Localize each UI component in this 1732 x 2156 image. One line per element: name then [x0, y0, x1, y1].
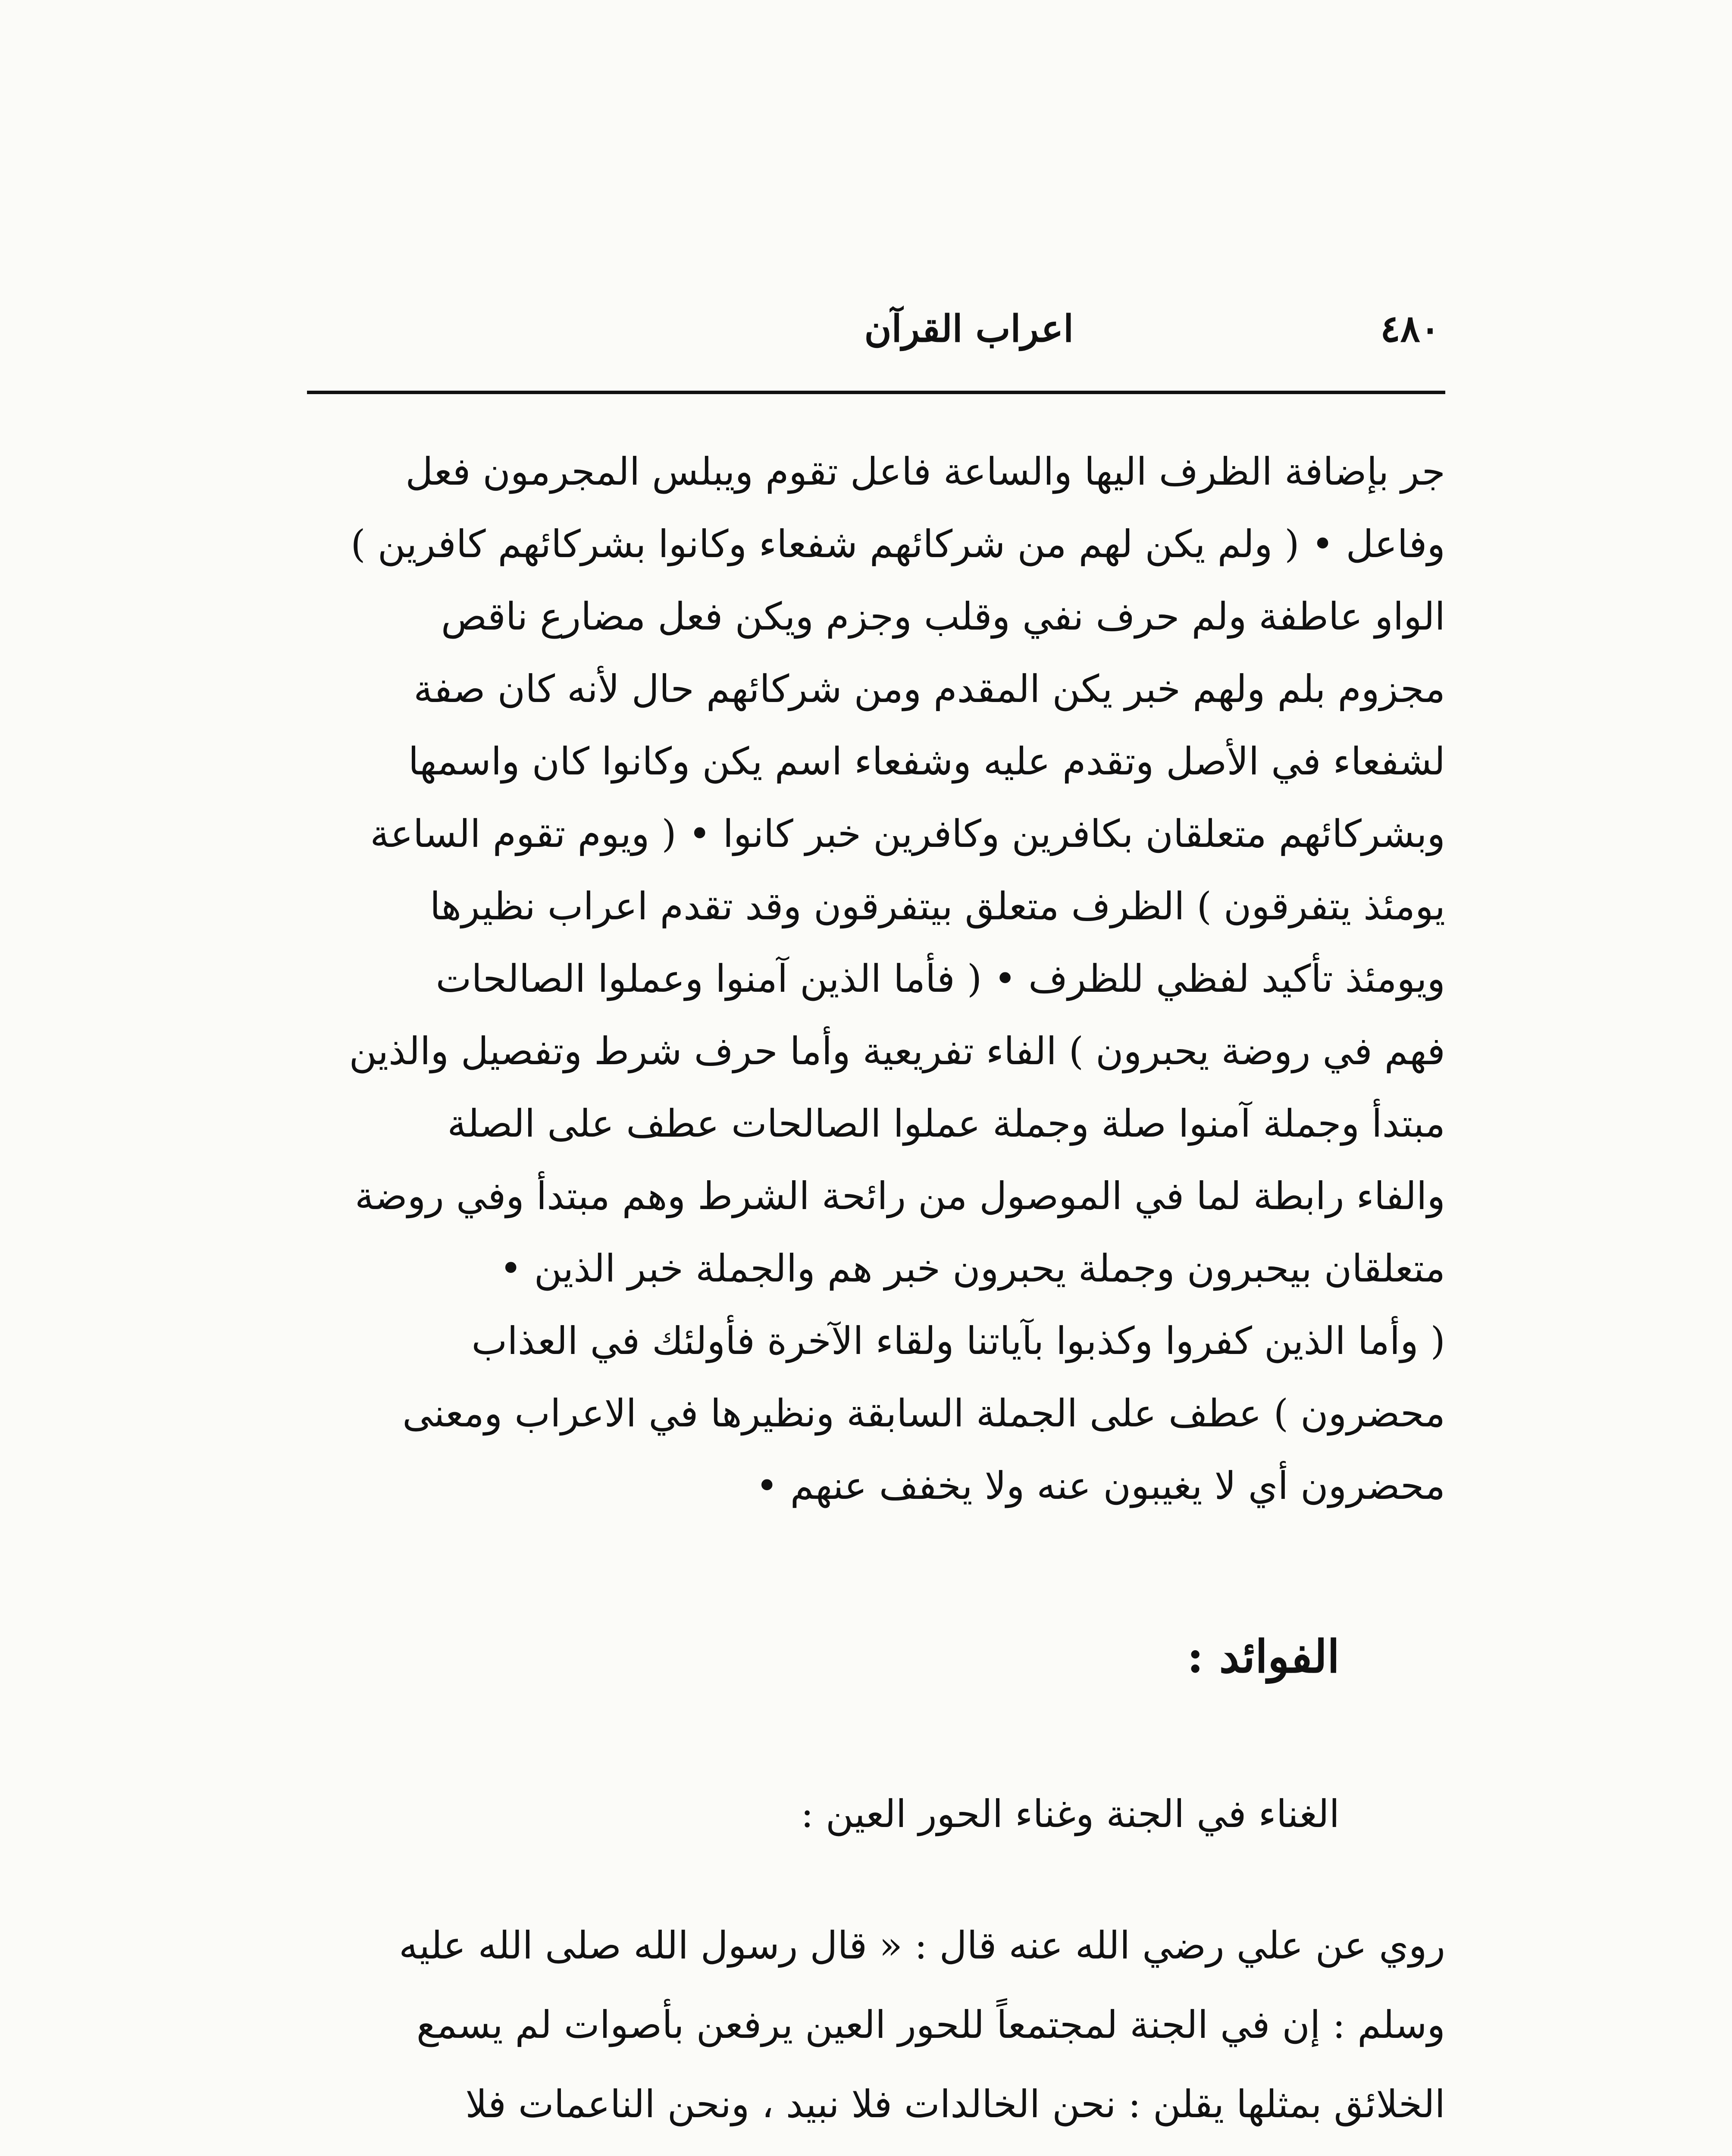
text-line: لشفعاء في الأصل وتقدم عليه وشفعاء اسم يكن وكانوا كان واسمها — [408, 739, 1445, 783]
hadith-paragraph — [290, 1906, 1445, 2156]
text-line: مبتدأ وجملة آمنوا صلة وجملة عملوا الصالحات عطف على الصلة — [447, 1101, 1445, 1146]
text-line: والفاء رابطة لما في الموصول من رائحة الشرط وهم مبتدأ وفي روضة — [354, 1174, 1445, 1218]
text-line: فهم في روضة يحبرون ) الفاء تفريعية وأما حرف شرط وتفصيل والذين — [349, 1029, 1445, 1073]
commentary-text — [290, 436, 1445, 1522]
text-line: مجزوم بلم ولهم خبر يكن المقدم ومن شركائهم حال لأنه كان صفة — [413, 667, 1445, 711]
header-divider — [307, 391, 1445, 394]
text-line: ( وأما الذين كفروا وكذبوا بآياتنا ولقاء الآخرة فأولئك في العذاب — [471, 1319, 1445, 1363]
text-line: جر بإضافة الظرف اليها والساعة فاعل تقوم ويبلس المجرمون فعل — [405, 449, 1445, 494]
text-line: الواو عاطفة ولم حرف نفي وقلب وجزم ويكن فعل مضارع ناقص — [441, 594, 1445, 639]
paragraph-line: الخلائق بمثلها يقلن : نحن الخالدات فلا نبيد ، ونحن الناعمات فلا — [465, 2082, 1445, 2126]
page-number: ٤٨٠ — [1380, 307, 1440, 351]
section-subheading: الغناء في الجنة وغناء الحور العين : — [801, 1792, 1340, 1836]
text-line: يومئذ يتفرقون ) الظرف متعلق بيتفرقون وقد تقدم اعراب نظيرها — [429, 884, 1445, 928]
running-title: اعراب القرآن — [864, 307, 1074, 351]
paragraph-line: روي عن علي رضي الله عنه قال : « قال رسول الله صلى الله عليه — [399, 1923, 1445, 1968]
text-line: محضرون أي لا يغيبون عنه ولا يخفف عنهم • — [755, 1463, 1445, 1508]
page-header — [310, 302, 1440, 375]
text-line: ويومئذ تأكيد لفظي للظرف • ( فأما الذين آمنوا وعملوا الصالحات — [435, 956, 1445, 1001]
paragraph-line: وسلم : إن في الجنة لمجتمعاً للحور العين يرفعن بأصوات لم يسمع — [416, 2002, 1445, 2047]
text-line: وفاعل • ( ولم يكن لهم من شركائهم شفعاء وكانوا بشركائهم كافرين ) — [351, 522, 1445, 566]
paragraph-line — [290, 2144, 1445, 2156]
section-heading: الفوائد : — [1187, 1630, 1340, 1683]
text-line: محضرون ) عطف على الجملة السابقة ونظيرها في الاعراب ومعنى — [402, 1391, 1445, 1435]
text-line: متعلقان بيحبرون وجملة يحبرون خبر هم والجملة خبر الذين • — [499, 1246, 1445, 1291]
text-line: وبشركائهم متعلقان بكافرين وكافرين خبر كانوا • ( ويوم تقوم الساعة — [370, 812, 1445, 856]
